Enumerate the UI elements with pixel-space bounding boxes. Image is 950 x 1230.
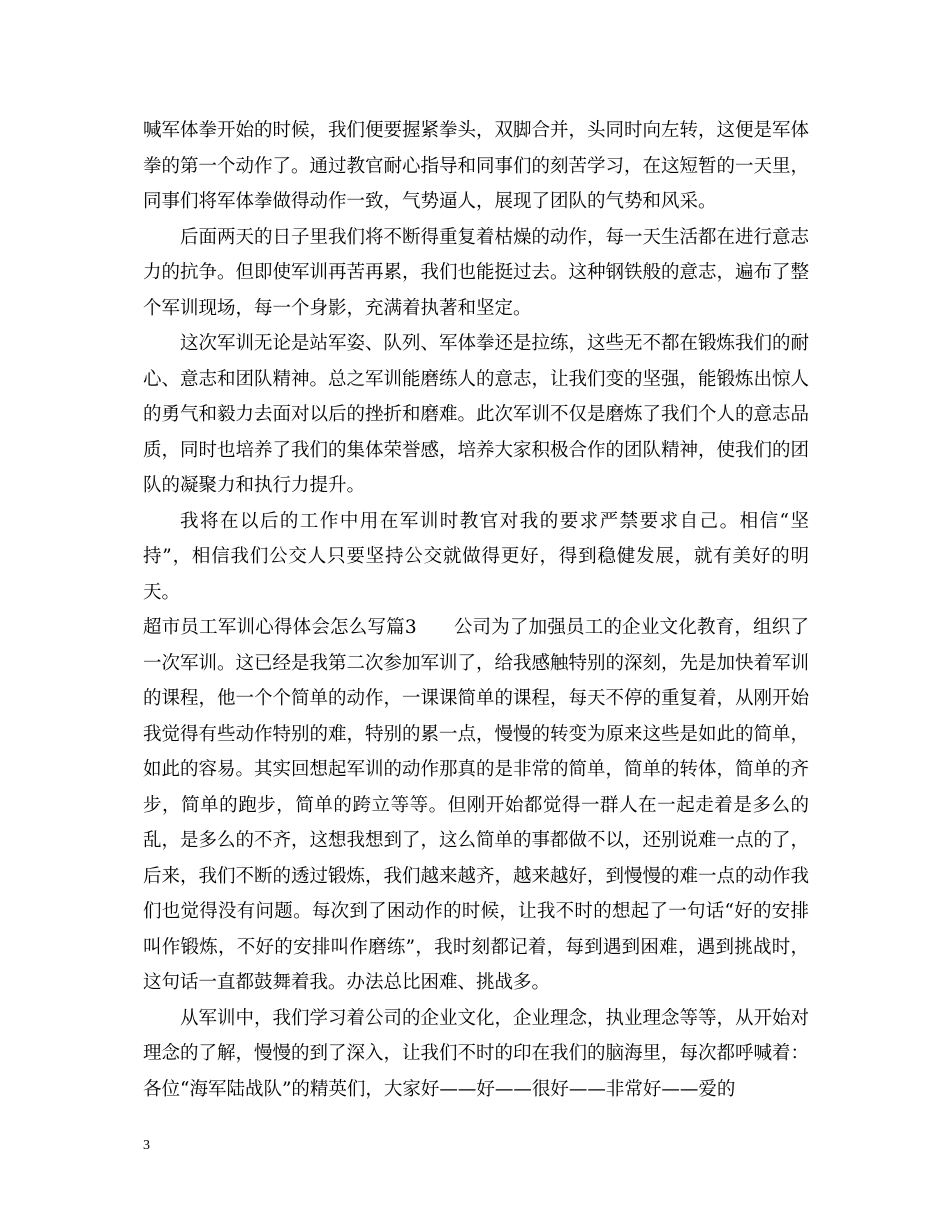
document-body (143, 113, 809, 1107)
section-first-paragraph: 公司为了加强员工的企业文化教育，组织了一次军训。这已经是我第二次参加军训了，给我感触特别的深刻，先是加快着军训的课程，他一个个简单的动作，一课课简单的课程，每天不停的重复着，从刚开始我觉得有些动作特别的难，特别的累一点，慢慢的转变为原来这些是如此的简单，如此的容易。其实回想起军训的动作那真的是非常的简单，简单的转体，简单的齐步，简单的跑步，简单的跨立等等。但刚开始都觉得一群人在一起走着是多么的乱，是多么的不齐，这想我想到了，这么简单的事都做不以，还别说难一点的了，后来，我们不断的透过锻炼，我们越来越齐，越来越好，到慢慢的难一点的动作我们也觉得没有问题。每次到了困动作的时候，让我不时的想起了一句话“好的安排叫作锻炼，不好的安排叫作磨练”，我时刻都记着，每到遇到困难，遇到挑战时，这句话一直都鼓舞着我。办法总比困难、挑战多。 (143, 617, 810, 993)
section-heading: 超市员工军训心得体会怎么写篇3 (143, 617, 417, 638)
paragraph: 从军训中，我们学习着公司的企业文化，企业理念，执业理念等等，从开始对理念的了解，慢慢的到了深入，让我们不时的印在我们的脑海里，每次都呼喊着：各位“海军陆战队”的精英们，大家好——好——很好——非常好——爱的 (143, 1007, 810, 1100)
paragraph: 后面两天的日子里我们将不断得重复着枯燥的动作，每一天生活都在进行意志力的抗争。但即使军训再苦再累，我们也能挺过去。这种钢铁般的意志，遍布了整个军训现场，每一个身影，充满着执著和坚定。 (143, 226, 810, 319)
paragraph: 我将在以后的工作中用在军训时教官对我的要求严禁要求自己。相信“坚持”，相信我们公交人只要坚持公交就做得更好，得到稳健发展，就有美好的明天。 (143, 510, 809, 603)
paragraph: 这次军训无论是站军姿、队列、军体拳还是拉练，这些无不都在锻炼我们的耐心、意志和团队精神。总之军训能磨练人的意志，让我们变的坚强，能锻炼出惊人的勇气和毅力去面对以后的挫折和磨难。此次军训不仅是磨炼了我们个人的意志品质，同时也培养了我们的集体荣誉感，培养大家积极合作的团队精神，使我们的团队的凝聚力和执行力提升。 (143, 333, 810, 496)
paragraph-continued: 喊军体拳开始的时候，我们便要握紧拳头，双脚合并，头同时向左转，这便是军体拳的第一个动作了。通过教官耐心指导和同事们的刻苦学习，在这短暂的一天里，同事们将军体拳做得动作一致，气势逼人，展现了团队的气势和风采。 (143, 120, 810, 212)
page-number: 3 (143, 1138, 150, 1153)
section-paragraph (143, 610, 809, 1001)
